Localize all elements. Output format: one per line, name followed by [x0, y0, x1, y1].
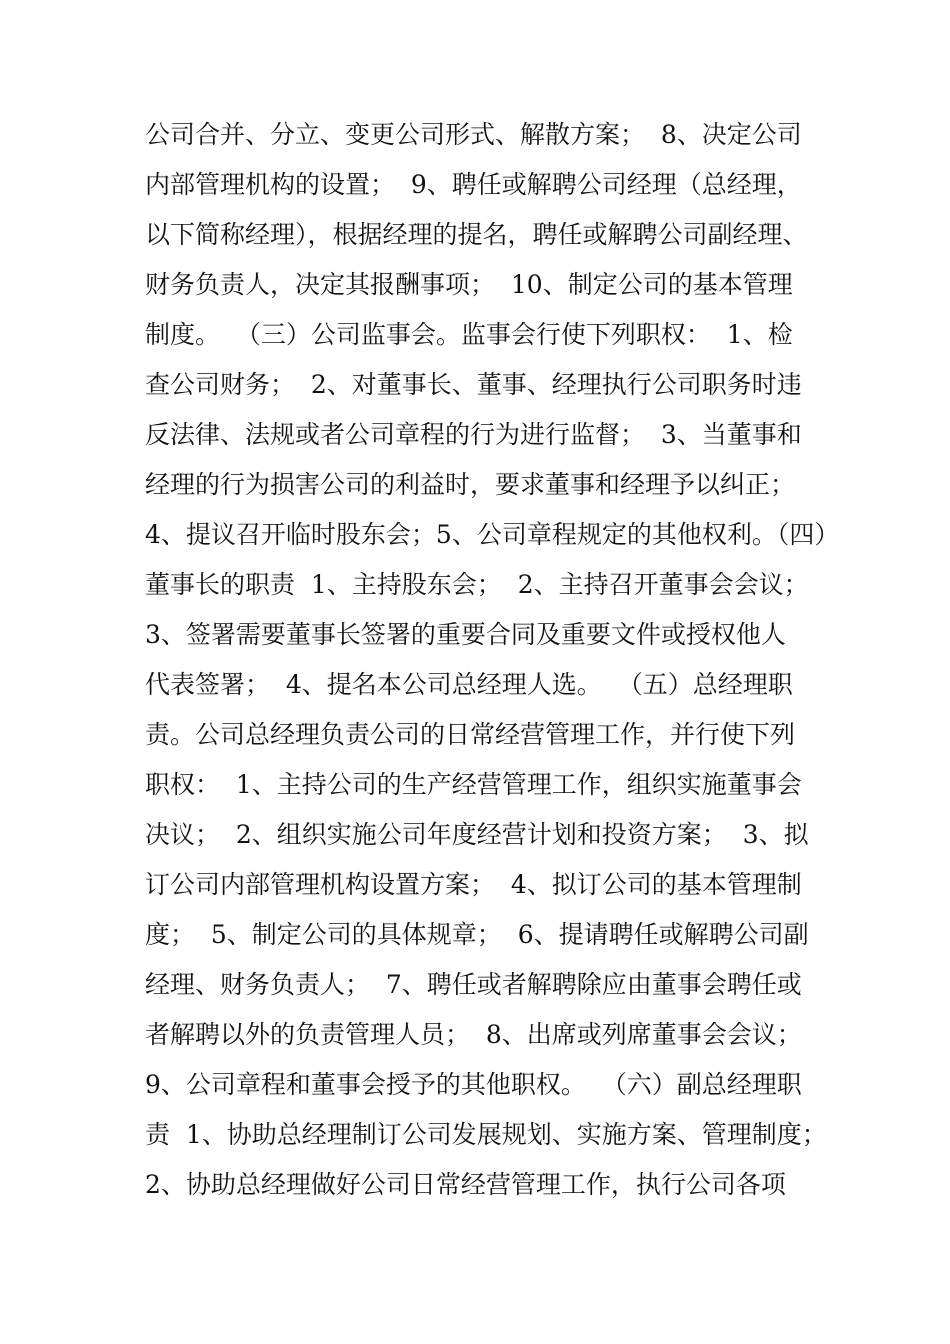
text-line: 财务负责人，决定其报酬事项； 10、制定公司的基本管理 — [145, 270, 793, 299]
text-line: 订公司内部管理机构设置方案； 4、拟订公司的基本管理制 — [145, 870, 802, 899]
text-line: 4、提议召开临时股东会；5、公司章程规定的其他权利。（四） — [145, 520, 840, 549]
text-line: 者解聘以外的负责管理人员； 8、出席或列席董事会会议； — [145, 1020, 802, 1049]
text-line: 反法律、法规或者公司章程的行为进行监督； 3、当董事和 — [145, 420, 802, 449]
text-line: 经理、财务负责人； 7、聘任或者解聘除应由董事会聘任或 — [145, 970, 802, 999]
text-line: 9、公司章程和董事会授予的其他职权。 （六）副总经理职 — [145, 1070, 802, 1099]
text-line: 以下简称经理），根据经理的提名，聘任或解聘公司副经理、 — [145, 220, 808, 249]
text-line: 职权： 1、主持公司的生产经营管理工作，组织实施董事会 — [145, 770, 802, 799]
text-line: 内部管理机构的设置； 9、聘任或解聘公司经理（总经理， — [145, 170, 802, 199]
body-text — [145, 110, 845, 1210]
text-line: 责 1、协助总经理制订公司发展规划、实施方案、管理制度； — [145, 1120, 827, 1149]
text-line: 代表签署； 4、提名本公司总经理人选。 （五）总经理职 — [145, 670, 793, 699]
text-line: 公司合并、分立、变更公司形式、解散方案； 8、决定公司 — [145, 120, 802, 149]
text-line: 度； 5、制定公司的具体规章； 6、提请聘任或解聘公司副 — [145, 920, 809, 949]
text-line: 3、签署需要董事长签署的重要合同及重要文件或授权他人 — [145, 620, 786, 649]
text-line: 2、协助总经理做好公司日常经营管理工作，执行公司各项 — [145, 1170, 786, 1199]
text-line: 经理的行为损害公司的利益时，要求董事和经理予以纠正； — [145, 470, 796, 499]
text-line: 责。公司总经理负责公司的日常经营管理工作，并行使下列 — [145, 720, 796, 749]
text-line: 决议； 2、组织实施公司年度经营计划和投资方案； 3、拟 — [145, 820, 809, 849]
text-line: 制度。 （三）公司监事会。监事会行使下列职权： 1、检 — [145, 320, 793, 349]
text-line: 查公司财务； 2、对董事长、董事、经理执行公司职务时违 — [145, 370, 802, 399]
text-line: 董事长的职责 1、主持股东会； 2、主持召开董事会会议； — [145, 570, 809, 599]
